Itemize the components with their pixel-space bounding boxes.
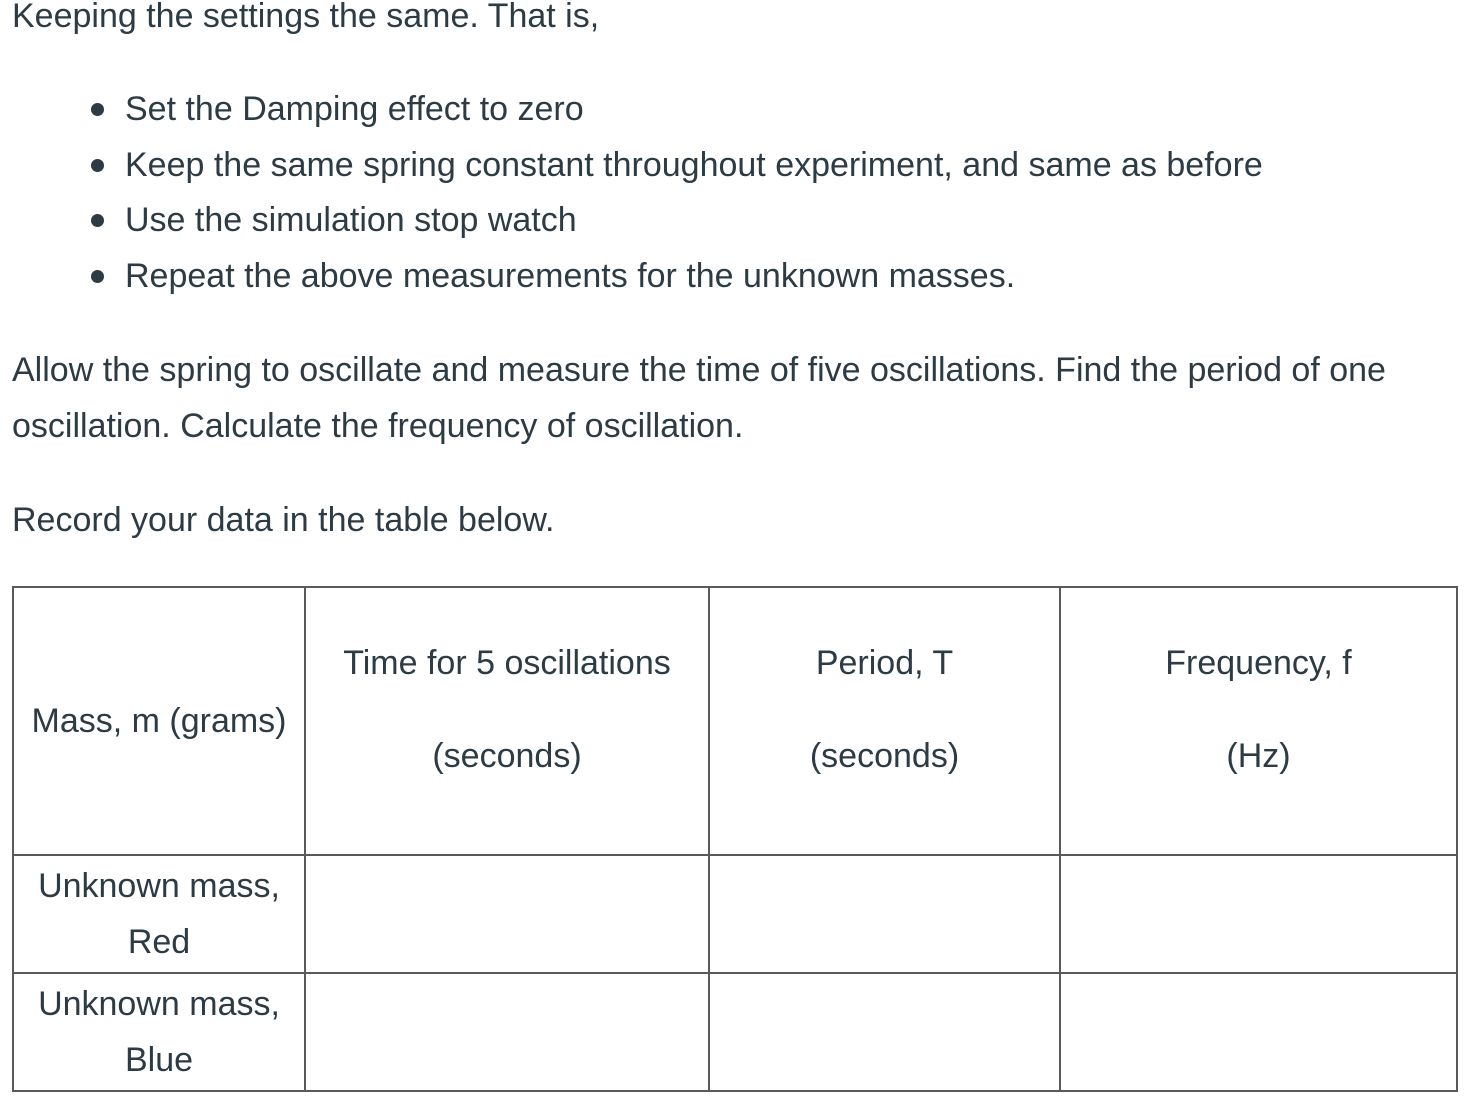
cell-mass: Unknown mass, Blue	[13, 973, 305, 1091]
cell-period[interactable]	[709, 855, 1060, 973]
settings-item-label: Set the Damping effect to zero	[125, 90, 584, 128]
header-time	[305, 587, 709, 855]
record-prompt: Record your data in the table below.	[12, 501, 555, 539]
header-time-unit: (seconds)	[432, 736, 582, 775]
bullet-icon	[91, 159, 104, 172]
table-row	[13, 973, 1457, 1091]
data-table	[12, 586, 1458, 1092]
settings-item-label: Keep the same spring constant throughout experiment, and same as before	[125, 145, 1263, 184]
header-period-label: Period, T	[815, 643, 954, 682]
settings-item-label: Use the simulation stop watch	[125, 201, 577, 239]
header-frequency-unit: (Hz)	[1226, 736, 1291, 775]
bullet-icon	[91, 103, 104, 116]
header-mass: Mass, m (grams)	[13, 587, 305, 855]
table-row	[13, 855, 1457, 973]
table-header-row	[13, 587, 1457, 855]
intro-text: Keeping the settings the same. That is,	[12, 0, 600, 35]
cell-time[interactable]	[305, 855, 709, 973]
bullet-icon	[91, 270, 104, 283]
settings-item	[85, 84, 1263, 140]
header-frequency	[1060, 587, 1457, 855]
settings-list	[85, 84, 1263, 306]
header-frequency-label: Frequency, f	[1165, 643, 1352, 682]
header-time-label: Time for 5 oscillations	[343, 643, 671, 682]
settings-item	[85, 140, 1263, 196]
header-period-unit: (seconds)	[809, 736, 960, 775]
cell-frequency[interactable]	[1060, 855, 1457, 973]
bullet-icon	[91, 214, 104, 227]
cell-time[interactable]	[305, 973, 709, 1091]
settings-item-label: Repeat the above measurements for the unknown masses.	[125, 256, 1016, 295]
cell-frequency[interactable]	[1060, 973, 1457, 1091]
cell-mass: Unknown mass, Red	[13, 855, 305, 973]
settings-item	[85, 251, 1263, 307]
instructions-text: Allow the spring to oscillate and measure the time of five oscillations. Find the period of one oscillation. Calculate the frequency of oscillation.	[12, 351, 1386, 445]
settings-item	[85, 195, 1263, 251]
cell-period[interactable]	[709, 973, 1060, 1091]
header-period	[709, 587, 1060, 855]
